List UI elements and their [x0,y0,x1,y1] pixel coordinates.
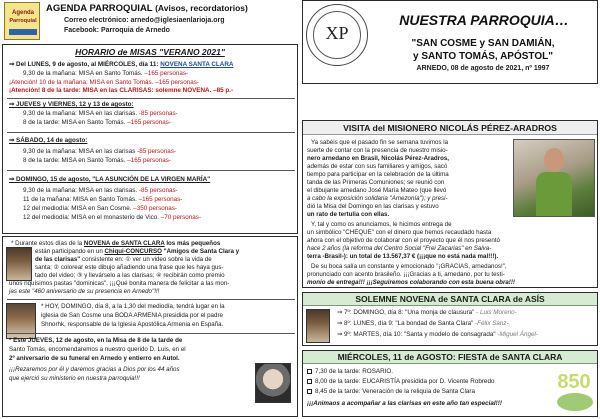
novena-p3-line2: Santo Tomás, encomendaremos a nuestro querido D. Luis, en el [9,346,186,353]
solemne-line-2 [337,320,509,328]
novena-p2-line1: * HOY, DOMINGO, día 8, a la 1,30 del mediodía, tendrá lugar en la [41,303,225,310]
mi-m2: 8,00 de la tarde: EUCARISTÍA presidida por D. Vicente Robredo [315,378,495,385]
horario-title: HORARIO de MISAS "VERANO 2021" [75,47,225,57]
horario-l12-cap: -85 personas- [138,187,178,194]
horario-l7-text: 8 de la tarde: MISA en Santo Tomás. [23,119,128,126]
visita-line-10: un rato de tertulia con ellas. [307,211,390,218]
horario-l7-cap: –165 personas- [127,119,171,126]
nv-p1-1: * Durante estos días de la [11,240,84,247]
anniversary-logo [551,367,597,415]
horario-l4-cap: –85 p.- [213,87,234,94]
novena-p3-line3: 2º aniversario de su funeral en Arnedo y entierro en Autol. [9,355,180,362]
horario-l3-cap: –165 personas- [155,79,199,86]
agenda-logo-bar [9,29,37,35]
miercoles-title: MIÉRCOLES, 11 de AGOSTO: FIESTA de SANTA CLARA [303,351,597,364]
horario-line-7 [23,119,171,127]
novena-p1-line2 [35,248,239,256]
mi-m1: 7,30 de la tarde: ROSARIO. [315,368,394,375]
sol-s2g: -Félix Sanz- [475,320,509,327]
horario-l13-text: 11 de la mañana: MISA en Santo Tomás. [23,196,139,203]
sol-s3g: -Miguel Ángel- [497,331,538,338]
novena-box [2,236,298,417]
novena-divider-1 [7,299,295,300]
miercoles-line-4: ¡¡¡Animaos a acompañar a las clarisas en este año tan especial!!! [307,400,502,407]
right-column [302,0,598,419]
nv-p1-3d: ① ver un video sobre la vida de [125,256,212,263]
horario-l15-text: 12 del mediodía: MISA en el monasterio de Vico. [23,214,161,221]
visita-line-3: nero arnedano en Brasil, Nicolás Pérez-Aradros, [307,155,450,162]
horario-l13-cap: –165 personas- [138,196,183,203]
horario-line-10 [23,157,171,165]
visita-line-4: además de estar con sus familiares y amigos, sacó [307,163,448,170]
checkbox-icon [307,389,312,394]
anniversary-logo-shape [557,393,593,411]
novena-p1-line3 [35,256,212,264]
solemne-saint-image [306,309,330,343]
visita-line-9: dió la Misa del Domingo en las clarisas y estuvo [307,203,439,210]
novena-p1-line7: jas este "460 aniversario de su presencia en Arnedo"!!! [9,288,160,295]
novena-p3-line1: * Este JUEVES, 12 de agosto, en la Misa de 8 de la tarde de [9,337,183,344]
horario-l6-cap: -85 personas- [138,110,178,117]
nv-p1-1b: NOVENA de SANTA CLARA [83,240,165,247]
horario-l6-text: 9,30 de la mañana: MISA en las clarisas. [23,110,139,117]
solemne-line-3 [337,331,538,339]
visita-line-7: el dibujante arnedano José María Mateo (que llevó [307,187,447,194]
horario-line-8 [9,137,87,145]
left-column [2,0,298,419]
visita-line-14: hace 2 años (la reforma del Centro Social "Frei Zacarias" en Salva- [307,245,492,252]
nuestra-parroquia-sub2: y SANTO TOMÁS, APÓSTOL" [413,51,553,62]
agenda-header [2,2,298,42]
novena-p3-line4: ¡¡¡Rezaremos por él y daremos gracias a Dios por los 44 años [9,366,180,373]
santa-clara-image [6,247,32,281]
horario-l4-text: ¡Atención! 8 de la tarde: MISA en las CLARISAS: solemne NOVENA. [9,87,214,94]
novena-p2-line3: Shnorhk, responsable de la Iglesia Apostólica Armenia en España. [41,321,224,328]
horario-l8-text: ⇒ SÁBADO, 14 de agosto: [9,137,88,144]
visita-line-6: tanda de las Primeras Comuniones; se reunió con [307,179,445,186]
novena-p1-line6: unos riquísimos pastas "dominicas". ¡¡¡Qué bonita manera de felicitar a las mon- [9,280,230,287]
nv-p1-3c: consistente en: [80,256,126,263]
horario-line-1 [9,61,233,69]
don-luis-photo [255,363,291,403]
horario-l2-cap: –165 personas- [144,70,189,77]
visita-line-16: De su boca salía un constante y emocionado "¡GRACIAS, arnedanos!", [311,263,507,270]
miercoles-line-1 [307,368,393,376]
horario-line-15 [23,214,201,222]
visita-line-8: a cabo la exposición solidaria "Amezonía"); y presi- [307,195,448,202]
nv-p1-1c: los más pequeños [164,240,221,247]
horario-l14-cap: –350 personas- [133,205,178,212]
anniversary-logo-number: 850 [557,371,591,393]
nuestra-parroquia-header [302,0,598,84]
agenda-email[interactable]: Correo electrónico: arnedo@iglesiaenlarioja.org [64,17,225,24]
chi-rho-icon: XP [325,23,349,43]
agenda-facebook[interactable]: Facebook: Parroquia de Arnedo [64,27,170,34]
missionary-photo [513,139,595,217]
visita-line-1: Ya sabéis que el pasado fin se semana tuvimos la [311,139,449,146]
issue-date: ARNEDO, 08 de agosto de 2021, nº 1997 [416,65,550,72]
novena-p1-line1 [11,240,220,248]
horario-line-4 [9,87,233,95]
visita-line-12: un simbólico "CHEQUE" con el dinero que hemos recaudado hasta [307,229,492,236]
visita-line-5: tiempo para participar en la celebración de la última [307,171,449,178]
horario-l12-text: 9,30 de la mañana: MISA en las clarisas. [23,187,139,194]
novena-p1-line4: santa; ② colorear este dibujo añadiendo una frase que les haya gus- [35,264,224,271]
miercoles-box [302,350,598,417]
horario-l10-text: 8 de la tarde: MISA en Santo Tomás. [23,157,128,164]
horario-l9-text: 9,30 de la mañana: MISA en las clarisas [23,148,138,155]
agenda-title-main: AGENDA PARROQUIAL [46,3,153,14]
solemne-line-1 [337,309,517,317]
nv-p1-2c: "Amigos de Santa Clara y [161,248,240,255]
missionary-shirt [536,172,572,216]
mi-m3: 8,45 de la tarde: Veneración de la reliquia de Santa Clara [315,388,475,395]
horario-l2-text: 9,30 de la mañana: MISA en Santo Tomás. [23,70,145,77]
nv-p1-3: de las clarisas" [35,256,81,263]
visita-line-13: ahora con el objetivo de colaborar con el proyecto que él nos presentó [307,237,500,244]
miercoles-line-2 [307,378,494,386]
visita-line-15: terra -Brasil-): un total de 13.567,37 € (¡¡¡que no está nada mal!!!). [307,253,499,260]
agenda-title-sub: (Avisos, recordatorios) [155,3,248,13]
parish-seal [306,4,368,66]
horario-l3-text: ¡Atención! 10 de la mañana: MISA en Santo Tomás. [9,79,156,86]
novena-divider-2 [7,333,295,334]
horario-box [2,44,298,234]
horario-divider-1 [7,98,295,99]
horario-l9-cap: -85 personas- [137,148,176,155]
solemne-title: SOLEMNE NOVENA de SANTA CLARA de ASÍS [303,293,597,306]
agenda-logo [4,2,40,40]
horario-line-6 [23,110,178,118]
missionary-face [544,148,564,172]
sol-s1g: - Luis Moreno- [476,309,517,316]
horario-l10-cap: –165 personas- [127,157,171,164]
visita-line-2: suerte de contar con la presencia de nuestro misio- [307,147,448,154]
novena-p3-line5: que ejerció su ministerio en nuestra parroquia!!! [9,375,140,382]
horario-line-12 [23,187,178,195]
visita-line-11: Y, tal y como os anunciamos, le hicimos entrega de [311,221,452,228]
novena-p2-line2: iglesia de San Cosme una BODA ARMENIA presidida por el padre [41,312,223,319]
visita-line-18: monio de entrega!!! ¡¡¡Seguiremos colaborando con esta buena obra!!! [307,279,515,286]
horario-l14-text: 12 del mediodía: MISA en San Cosme. [23,205,134,212]
checkbox-icon [307,369,312,374]
agenda-logo-line2: Parroquial [9,18,37,24]
horario-l11-text: ⇒ DOMINGO, 15 de agosto, "LA ASUNCIÓN DE LA VIRGEN MARÍA" [9,176,211,183]
horario-line-13 [23,196,182,204]
visita-line-17: pronunciado con acento brasileño. ¡¡¡Gracias a ti, arnedano, por tu testi- [307,271,505,278]
horario-l15-cap: –70 personas- [160,214,202,221]
novena-p1-line5: tado del video; ③ y llevárselo a las clarisas; ④ recibirán como premio [35,272,225,279]
visita-box [302,120,598,288]
horario-l1-text: ⇒ Del LUNES, 9 de agosto, al MIÉRCOLES, día 11: [9,61,161,68]
visita-title: VISITA del MISIONERO NICOLÁS PÉREZ-ARADROS [303,121,597,135]
agenda-logo-line1: Agenda [11,10,34,16]
horario-line-9 [23,148,176,156]
sol-s2: ⇒ 8º: LUNES, día 9: "La bondad de Santa Clara" [337,320,476,327]
nv-p1-2: están participando en un [35,248,105,255]
horario-line-11 [9,176,210,184]
horario-divider-3 [7,170,295,171]
nuestra-parroquia-sub1: "SAN COSME y SAN DAMIÁN, [411,38,555,49]
agenda-title [46,3,296,14]
checkbox-icon [307,379,312,384]
solemne-novena-box [302,292,598,346]
nuestra-parroquia-title: NUESTRA PARROQUIA… [399,12,569,28]
horario-line-2 [23,70,188,78]
horario-l1-link: NOVENA SANTA CLARA [160,61,234,68]
horario-line-5 [9,101,134,109]
horario-line-14 [23,205,177,213]
horario-line-3 [9,79,199,87]
sol-s1: ⇒ 7º: DOMINGO, día 8: "Una monja de clausura" [337,309,477,316]
horario-l5-text: ⇒ JUEVES y VIERNES, 12 y 13 de agosto: [9,101,134,108]
miercoles-line-3 [307,388,475,396]
sol-s3: ⇒ 9º: MARTES, día 10: "Santa y modelo de consagrada" [337,331,498,338]
horario-divider-2 [7,132,295,133]
nv-p1-2b: Chiqui-CONCURSO [104,248,162,255]
